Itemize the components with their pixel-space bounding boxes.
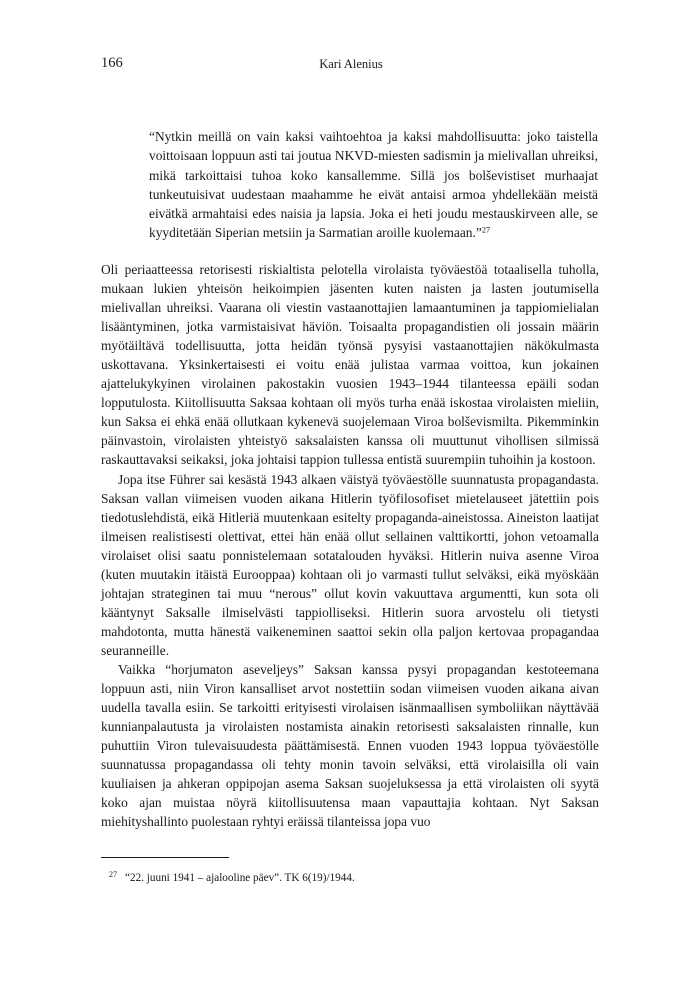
footnote-divider <box>101 857 229 858</box>
paragraph: Oli periaatteessa retorisesti riskialtista pelotella virolaista työväestöä totaalisella tuholla, mukaan lukien yhteisön heikoimpien jäsenten kuten naisten ja lasten joutumisella mielivallan uhreiksi. Vaarana oli viestin vastaanottajien lamaantuminen ja tappiomielialan lisääntyminen, jotka varmistaisivat häviön. Toisaalta propagandistien oli jossain määrin myötäiltävä todellisuutta, jotta heidän työnsä pysyisi vastaanottajien näkökulmasta uskottavana. Yksinkertaisesti ei voitu enää julistaa varmaa voittoa, kun jokainen ajattelukykyinen virolainen pakostakin vuosien 1943–1944 tilanteessa epäili sodan lopputulosta. Kiitollisuutta Saksaa kohtaan oli myös turha enää iskostaa virolaisten mieliin, kun Saksa ei ehkä enää ollutkaan kykenevä suojelemaan Viroa bolševismilta. Pikemminkin päinvastoin, virolaisten yhteistyö saksalaisten kanssa oli muuttunut vihollisen silmissä raskauttavaksi seikaksi, joka johtaisi tappion tullessa entistä suurempiin tuhoihin ja kostoon. <box>101 262 599 468</box>
block-quote-text: “Nytkin meillä on vain kaksi vaihtoehtoa ja kaksi mahdollisuutta: joko taistella voittoisaan loppuun asti tai joutua NKVD-miesten sadismin ja mielivallan uhreiksi, mikä tarkoittaisi tuhoa koko kansallemme. Sillä jos bolševistiset murhaajat tunkeutuisivat uudestaan maahamme he eivät antaisi armoa yhdellekään meistä eivätkä armahtaisi edes naisia ja lapsia. Joka ei heti joudu mestauskirveen alle, se kyyditetään Siperian metsiin ja Sarmatian aroille kuolemaan.” <box>149 129 598 241</box>
paragraph: Vaikka “horjumaton aseveljeys” Saksan kanssa pysyi propagandan kestoteemana loppuun asti, niin Viron kansalliset arvot nostettiin sodan viimeisen vuoden aikana aivan uudella tavalla esiin. Se tarkoitti erityisesti virolaisen isänmaallisen symboliikan näyttävää kunnianpalautusta ja virolaisten nostamista ainakin retorisesti saksalaisten rinnalle, kun puhuttiin Viron tulevaisuudesta päättämisestä. Ennen vuoden 1943 loppua työväestölle suunnatussa propagandassa oli tehty monin tavoin selväksi, että virolaisilla oli vain kuuliaisen ja ahkeran oppipojan asema Saksan suojeluksessa ja että virolaisten oli syytä koko ajan muistaa nöyrä kiitollisuutensa maan vapauttajia kohtaan. Nyt Saksan miehityshallinto puolestaan ryhtyi eräissä tilanteissa jopa vuo <box>101 661 599 830</box>
block-quote <box>149 127 598 243</box>
footnote <box>109 871 599 886</box>
footnote-number: 27 <box>109 869 118 879</box>
running-header <box>101 55 601 75</box>
footnote-text: “22. juuni 1941 – ajalooline päev”. TK 6(19)/1944. <box>125 872 355 884</box>
paragraph: Jopa itse Führer sai kesästä 1943 alkaen väistyä työväestölle suunnatusta propagandasta. Saksan vallan viimeisen vuoden aikana Hitlerin työfilosofiset mietelauseet jätettiin pois tiedotuslehdistä, eikä Hitleriä muutenkaan esitelty propaganda-aineistossa. Aineiston laatijat ilmeisen realistisesti olettivat, ettei hän enää ollut sellainen valttikortti, johon vetoamalla virolaiset olisi saatu ponnistelemaan sotatalouden hyväksi. Hitlerin nuiva asenne Viroa (kuten muutakin itäistä Eurooppaa) kohtaan oli jo varmasti tullut selväksi, eikä myöskään johtajan strateginen tai muu “nerous” ollut kovin vakuuttava argumentti, kun sota oli kääntynyt Saksalle ilmiselvästi tappiolliseksi. Hitlerin suora arvostelu oli tietysti mahdotonta, mutta hänestä vaikeneminen saattoi sekin olla paljon kertovaa propagandaa seuranneille. <box>101 471 599 658</box>
footnote-reference[interactable]: 27 <box>481 225 491 235</box>
page-number: 166 <box>101 55 123 71</box>
body-text <box>101 260 599 831</box>
running-head-author: Kari Alenius <box>319 57 383 71</box>
